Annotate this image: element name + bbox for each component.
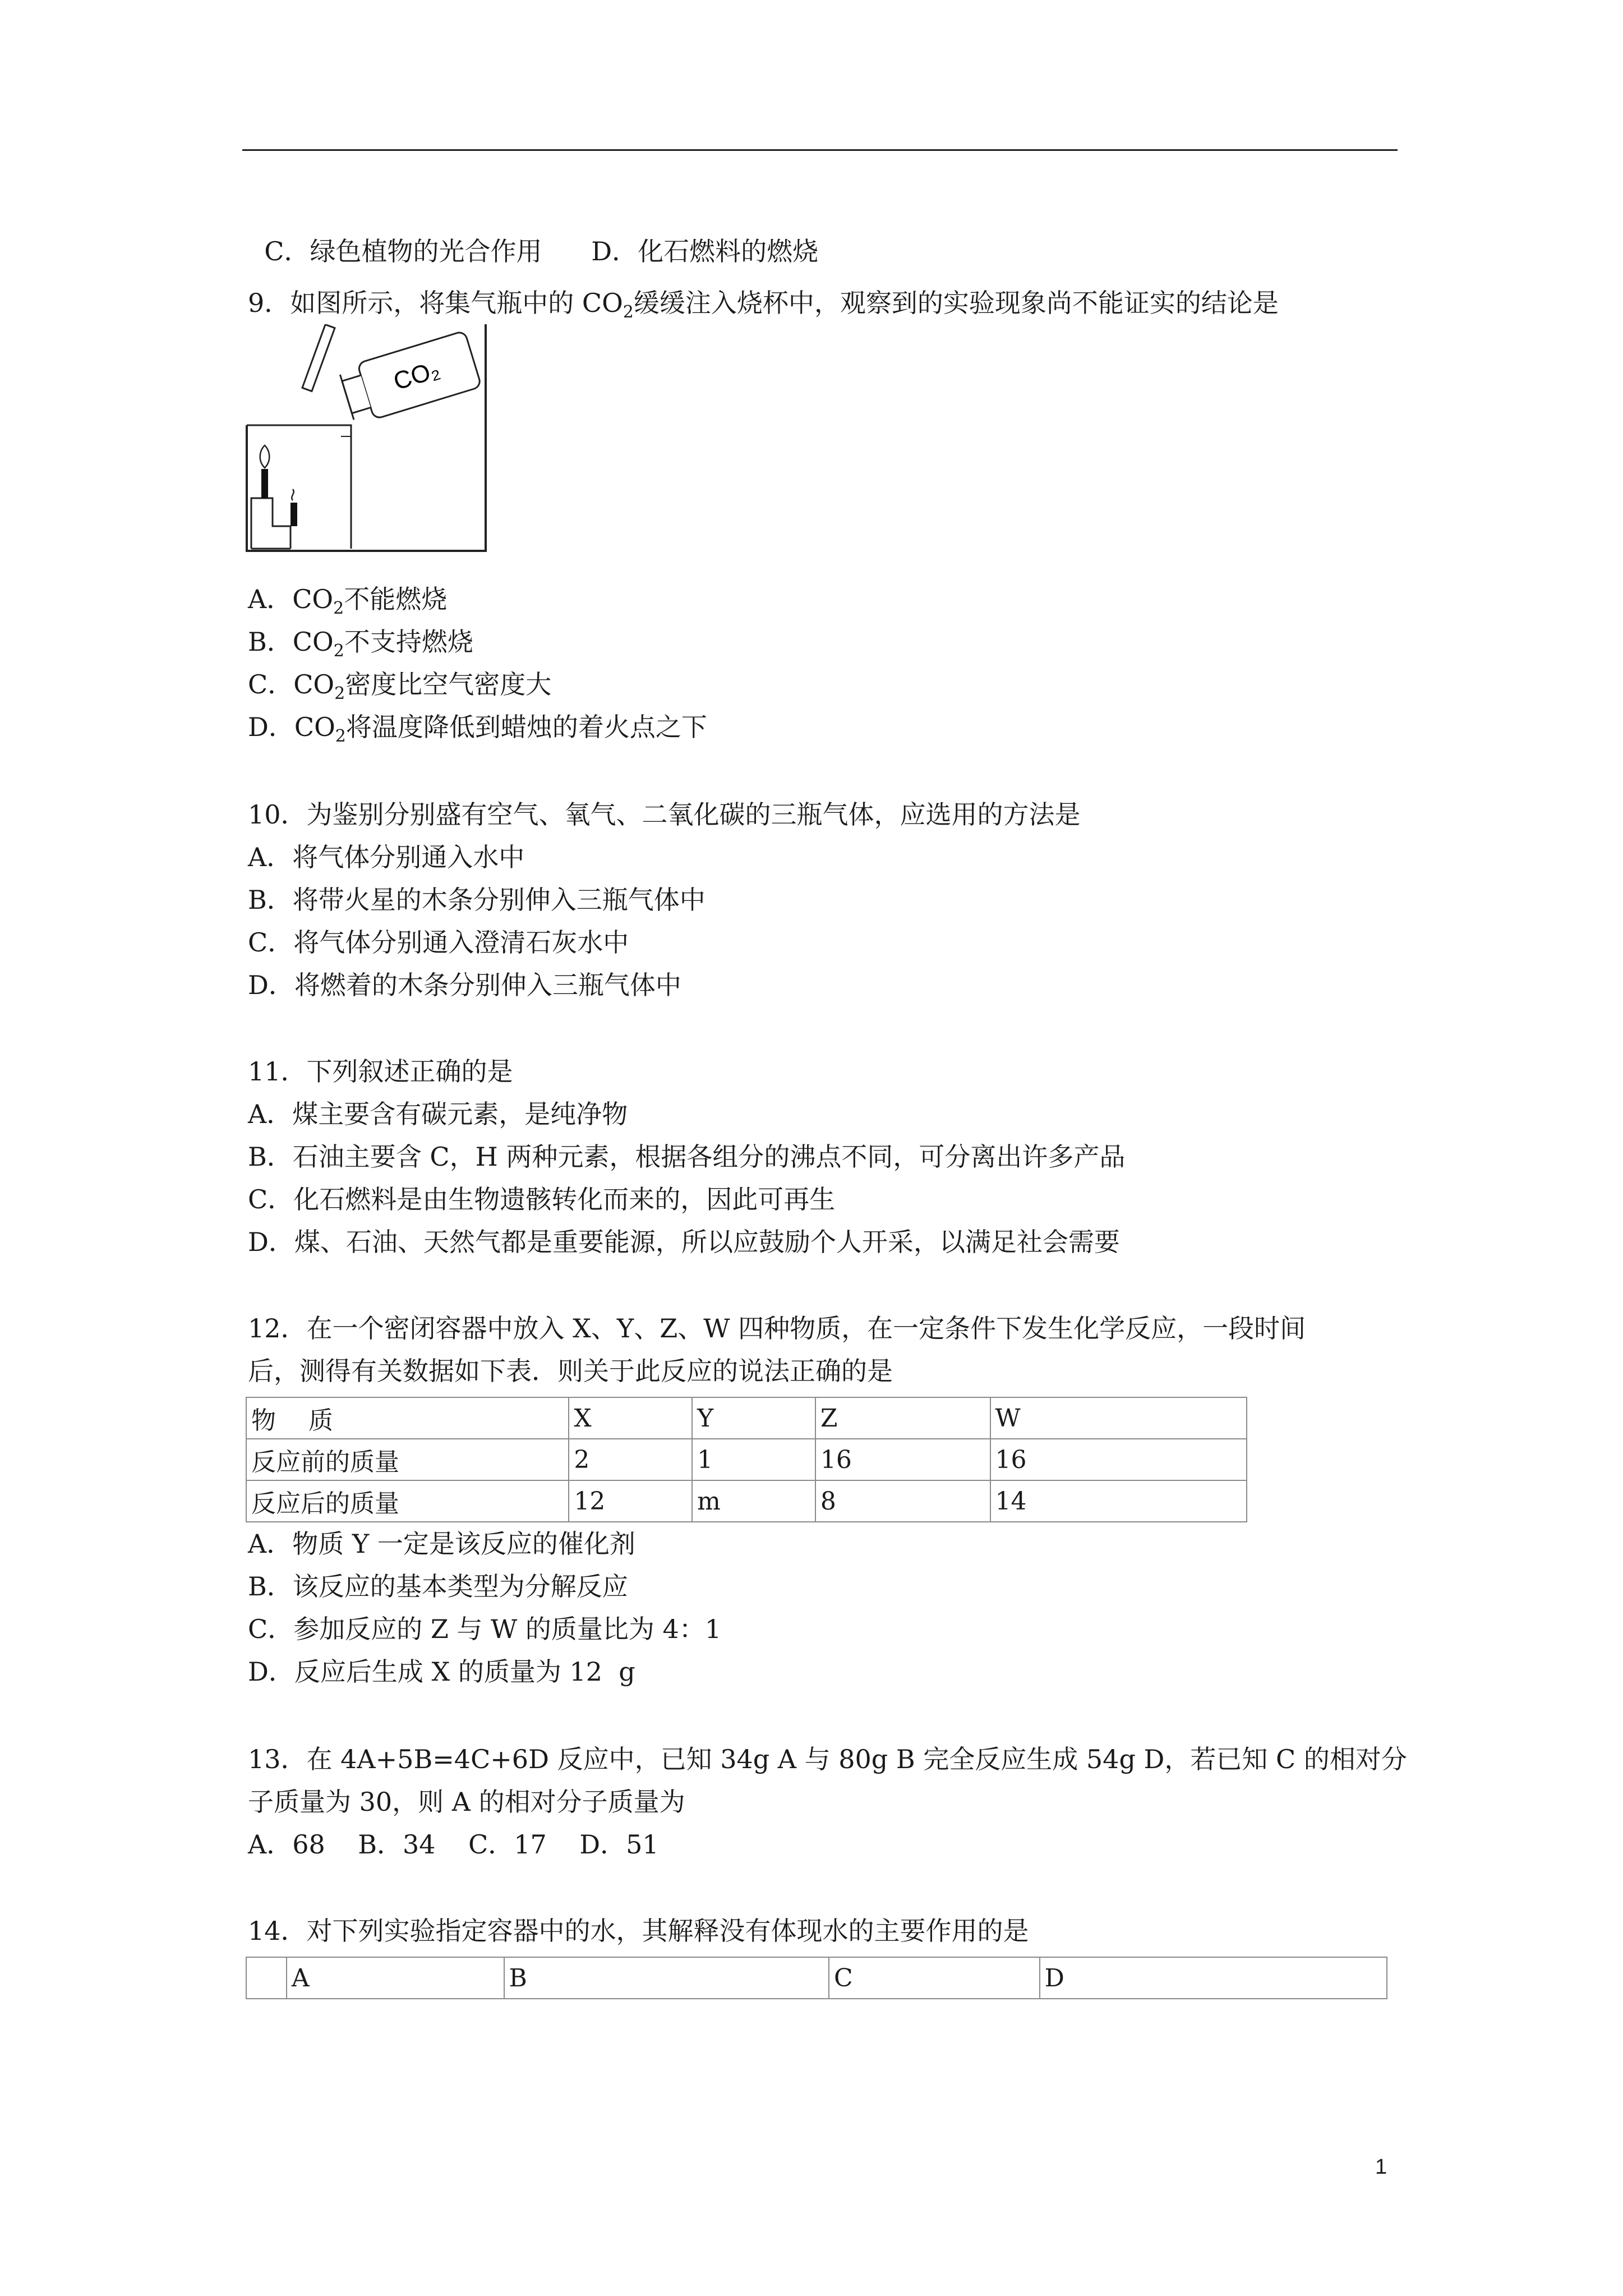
table-cell: 反应前的质量	[246, 1439, 569, 1480]
q9-option-a: A．$CO_2$不能燃烧	[248, 584, 448, 618]
q9-option-c: C．$CO_2$密度比空气密度大	[248, 669, 552, 703]
q10-option-d: D．将燃着的木条分别伸入三瓶气体中	[248, 970, 681, 1000]
q10-stem: 10．为鉴别分别盛有空气、氧气、二氧化碳的三瓶气体，应选用的方法是	[248, 799, 1081, 830]
q12-option-b: B．该反应的基本类型为分解反应	[248, 1571, 628, 1602]
q12-stem-line2: 后，测得有关数据如下表．则关于此反应的说法正确的是	[248, 1356, 893, 1386]
q14-stem: 14．对下列实验指定容器中的水，其解释没有体现水的主要作用的是	[248, 1916, 1029, 1946]
table-row	[246, 1480, 1247, 1522]
table-cell: 8	[815, 1480, 990, 1522]
table-cell: Z	[815, 1397, 990, 1439]
table-cell: 16	[990, 1439, 1247, 1480]
q12-option-a: A．物质 Y 一定是该反应的催化剂	[248, 1529, 635, 1559]
table-cell: 2	[569, 1439, 692, 1480]
table-cell: A	[287, 1957, 504, 1999]
q12-stem-line1: 12．在一个密闭容器中放入 X、Y、Z、W 四种物质，在一定条件下发生化学反应，一段时间	[248, 1313, 1306, 1343]
q9-stem: 9．如图所示，将集气瓶中的 $CO_2$缓缓注入烧杯中，观察到的实验现象尚不能证实的结论是	[248, 288, 1279, 322]
q11-option-d: D．煤、石油、天然气都是重要能源，所以应鼓励个人开采，以满足社会需要	[248, 1227, 1120, 1257]
table-cell: W	[990, 1397, 1247, 1439]
table-row	[246, 1957, 1387, 1999]
q12-data-table	[246, 1397, 1247, 1522]
header-rule	[242, 149, 1398, 151]
q13-stem-line1: 13．在 4A+5B=4C+6D 反应中，已知 34g A 与 80g B 完全反应生成 54g D，若已知 C 的相对分	[248, 1744, 1407, 1774]
co2-pouring-figure	[246, 324, 488, 553]
q11-option-c: C．化石燃料是由生物遗骸转化而来的，因此可再生	[248, 1184, 836, 1214]
q8-options	[248, 201, 818, 268]
bottle-label: CO₂	[390, 355, 443, 396]
table-cell: 14	[990, 1480, 1247, 1522]
q12-option-d: D．反应后生成 X 的质量为 12 g	[248, 1657, 635, 1687]
q10-option-c: C．将气体分别通入澄清石灰水中	[248, 927, 629, 958]
table-cell: 16	[815, 1439, 990, 1480]
q9-option-d: D．$CO_2$将温度降低到蜡烛的着火点之下	[248, 712, 707, 746]
table-cell: B	[504, 1957, 829, 1999]
q11-stem: 11．下列叙述正确的是	[248, 1056, 513, 1087]
q9-option-b: B．$CO_2$不支持燃烧	[248, 627, 473, 661]
table-cell: m	[692, 1480, 815, 1522]
q10-option-b: B．将带火星的木条分别伸入三瓶气体中	[248, 885, 706, 915]
table-row	[246, 1439, 1247, 1480]
q11-option-b: B．石油主要含 C，H 两种元素，根据各组分的沸点不同，可分离出许多产品	[248, 1142, 1126, 1172]
table-cell: D	[1040, 1957, 1387, 1999]
table-cell: 1	[692, 1439, 815, 1480]
q13-stem-line2: 子质量为 30，则 A 的相对分子质量为	[248, 1787, 685, 1817]
table-cell	[246, 1957, 287, 1999]
table-cell: C	[829, 1957, 1040, 1999]
table-row	[246, 1397, 1247, 1439]
q12-option-c: C．参加反应的 Z 与 W 的质量比为 4：1	[248, 1614, 722, 1644]
table-cell: Y	[692, 1397, 815, 1439]
q10-option-a: A．将气体分别通入水中	[248, 842, 525, 872]
q8-option-d: D．化石燃料的燃烧	[591, 236, 819, 266]
table-cell: 物 质	[246, 1397, 569, 1439]
q13-options: A．68 B．34 C．17 D．51	[248, 1829, 659, 1860]
q8-option-c: C．绿色植物的光合作用	[264, 236, 542, 266]
table-cell: X	[569, 1397, 692, 1439]
q14-table	[246, 1957, 1387, 1999]
page-number: 1	[1375, 2155, 1387, 2179]
q11-option-a: A．煤主要含有碳元素，是纯净物	[248, 1099, 628, 1129]
table-cell: 12	[569, 1480, 692, 1522]
table-cell: 反应后的质量	[246, 1480, 569, 1522]
